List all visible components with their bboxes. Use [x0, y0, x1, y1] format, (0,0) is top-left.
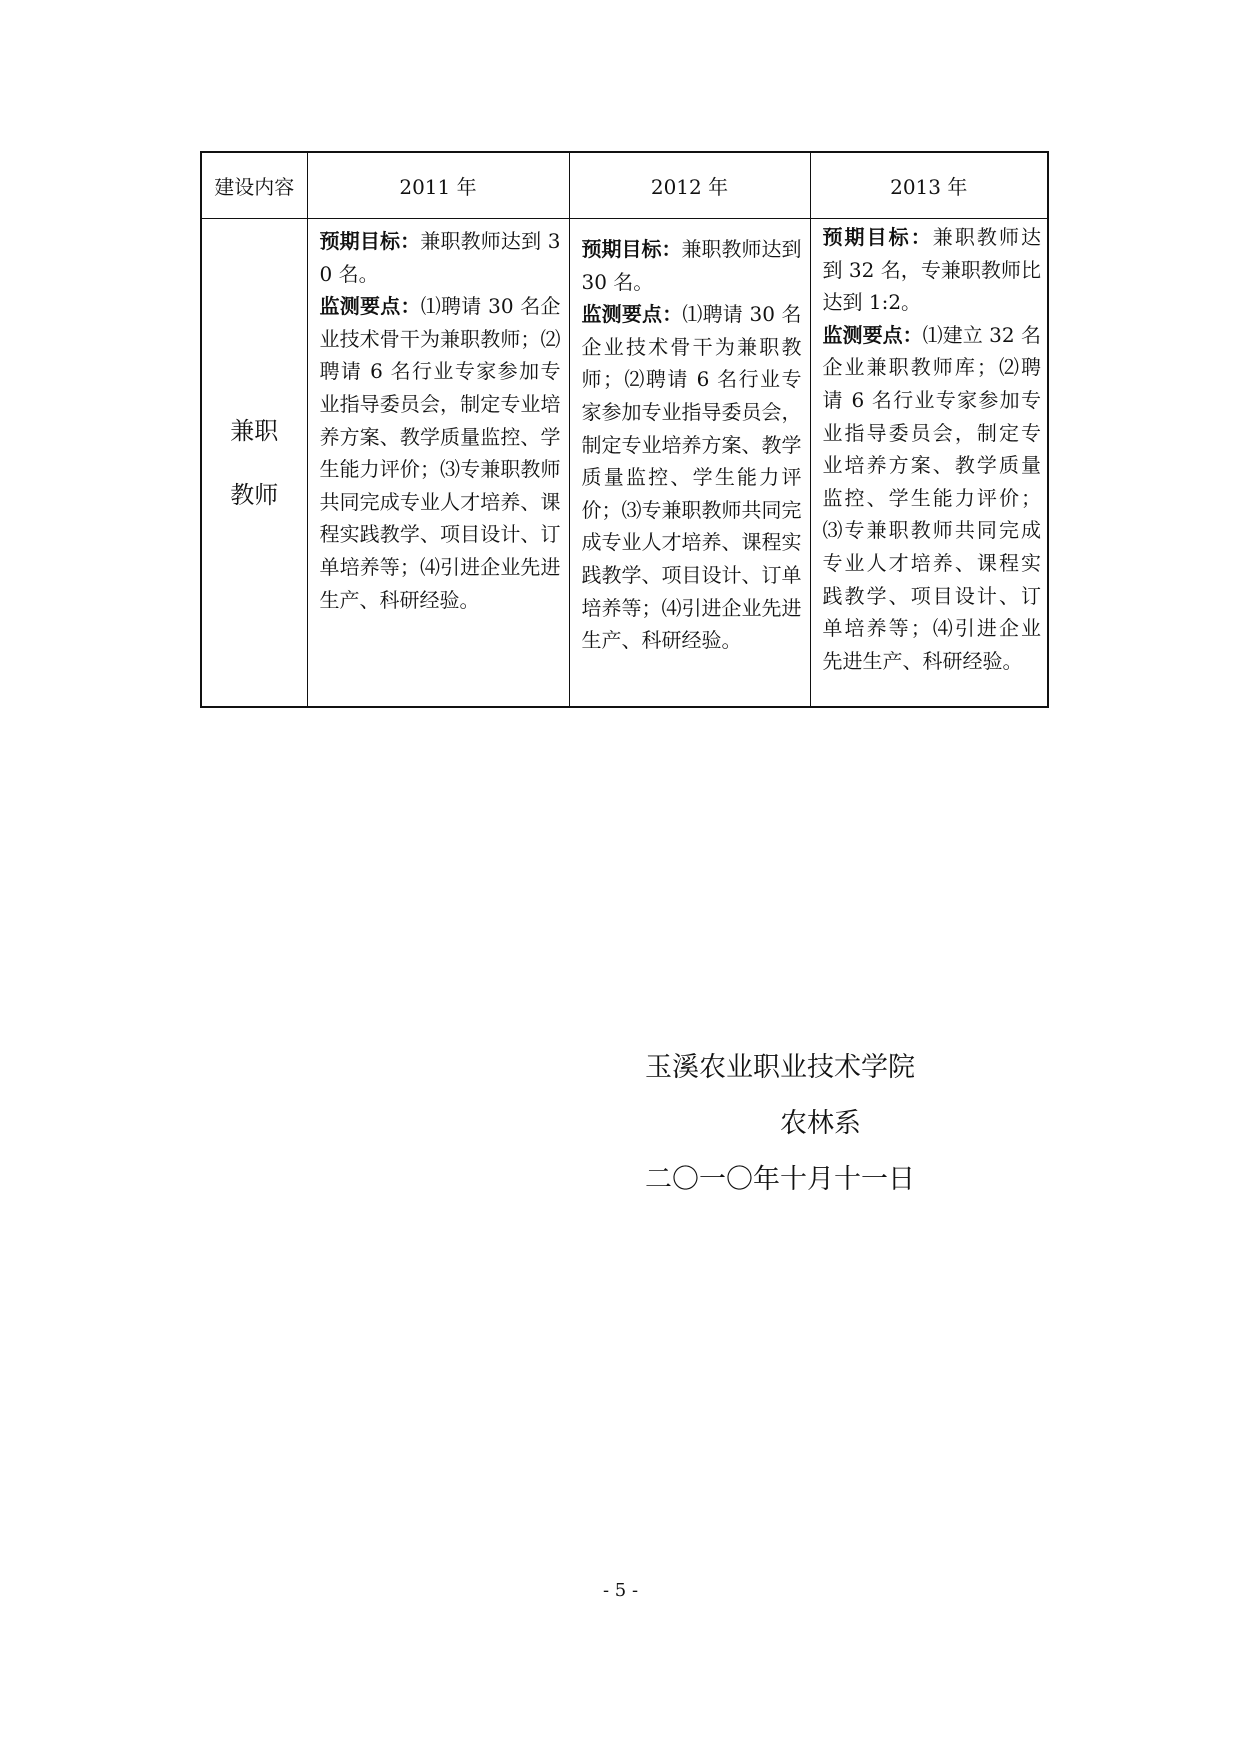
- monitoring-paragraph: [320, 290, 561, 616]
- goal-label: 预期目标：: [319, 229, 421, 253]
- signature-block: [645, 1040, 1045, 1208]
- cell-2012: [569, 219, 810, 708]
- goal-paragraph: [823, 221, 1042, 319]
- monitoring-label: 监测要点：: [581, 302, 683, 327]
- goal-text: 兼职教师达到 30 名。: [319, 229, 561, 286]
- monitoring-label: 监测要点：: [319, 294, 421, 319]
- monitoring-label: 监测要点：: [822, 322, 923, 347]
- signature-department: 农林系: [780, 1108, 861, 1139]
- table-row: [201, 219, 1048, 708]
- monitoring-paragraph: [582, 298, 802, 657]
- monitoring-text: ⑴建立 32 名企业兼职教师库；⑵聘请 6 名行业专家参加专业指导委员会，制定专业培养方案、教学质量监控、学生能力评价；⑶专兼职教师共同完成专业人才培养、课程实践教学、项目设计、订单培养等；⑷引进企业先进生产、科研经验。: [822, 322, 1041, 673]
- row-label-line-1: 兼职: [230, 416, 279, 445]
- goal-label: 预期目标：: [822, 225, 933, 249]
- table-header-row: [201, 152, 1048, 219]
- header-construction-content: 建设内容: [201, 152, 307, 219]
- signature-date: 二〇一〇年十月十一日: [645, 1164, 915, 1195]
- page-number: - 5 -: [602, 1580, 639, 1601]
- row-label-line-2: 教师: [230, 480, 279, 509]
- header-year-2012: 2012 年: [569, 152, 810, 219]
- goal-text: 兼职教师达到 30 名。: [581, 237, 802, 294]
- header-year-2013: 2013 年: [810, 152, 1048, 219]
- monitoring-text: ⑴聘请 30 名企业技术骨干为兼职教师；⑵聘请 6 名行业专家参加专业指导委员会，制定专业培养方案、教学质量监控、学生能力评价；⑶专兼职教师共同完成专业人才培养、课程实践教学、项目设计、订单培养等；⑷引进企业先进生产、科研经验。: [581, 302, 802, 653]
- monitoring-paragraph: [823, 319, 1042, 678]
- row-label-part-time-teachers: [201, 219, 307, 708]
- goal-paragraph: [320, 225, 561, 290]
- monitoring-text: ⑴聘请 30 名企业技术骨干为兼职教师；⑵聘请 6 名行业专家参加专业指导委员会，制定专业培养方案、教学质量监控、学生能力评价；⑶专兼职教师共同完成专业人才培养、课程实践教学、项目设计、订单培养等；⑷引进企业先进生产、科研经验。: [319, 294, 561, 612]
- cell-2013: [810, 219, 1048, 708]
- goal-text: 兼职教师达到 32 名，专兼职教师比达到 1:2。: [822, 225, 1042, 315]
- construction-plan-table: [200, 151, 1049, 708]
- goal-label: 预期目标：: [581, 237, 682, 261]
- goal-paragraph: [582, 233, 802, 298]
- header-year-2011: 2011 年: [307, 152, 569, 219]
- cell-2011: [307, 219, 569, 708]
- signature-institution: 玉溪农业职业技术学院: [645, 1052, 915, 1083]
